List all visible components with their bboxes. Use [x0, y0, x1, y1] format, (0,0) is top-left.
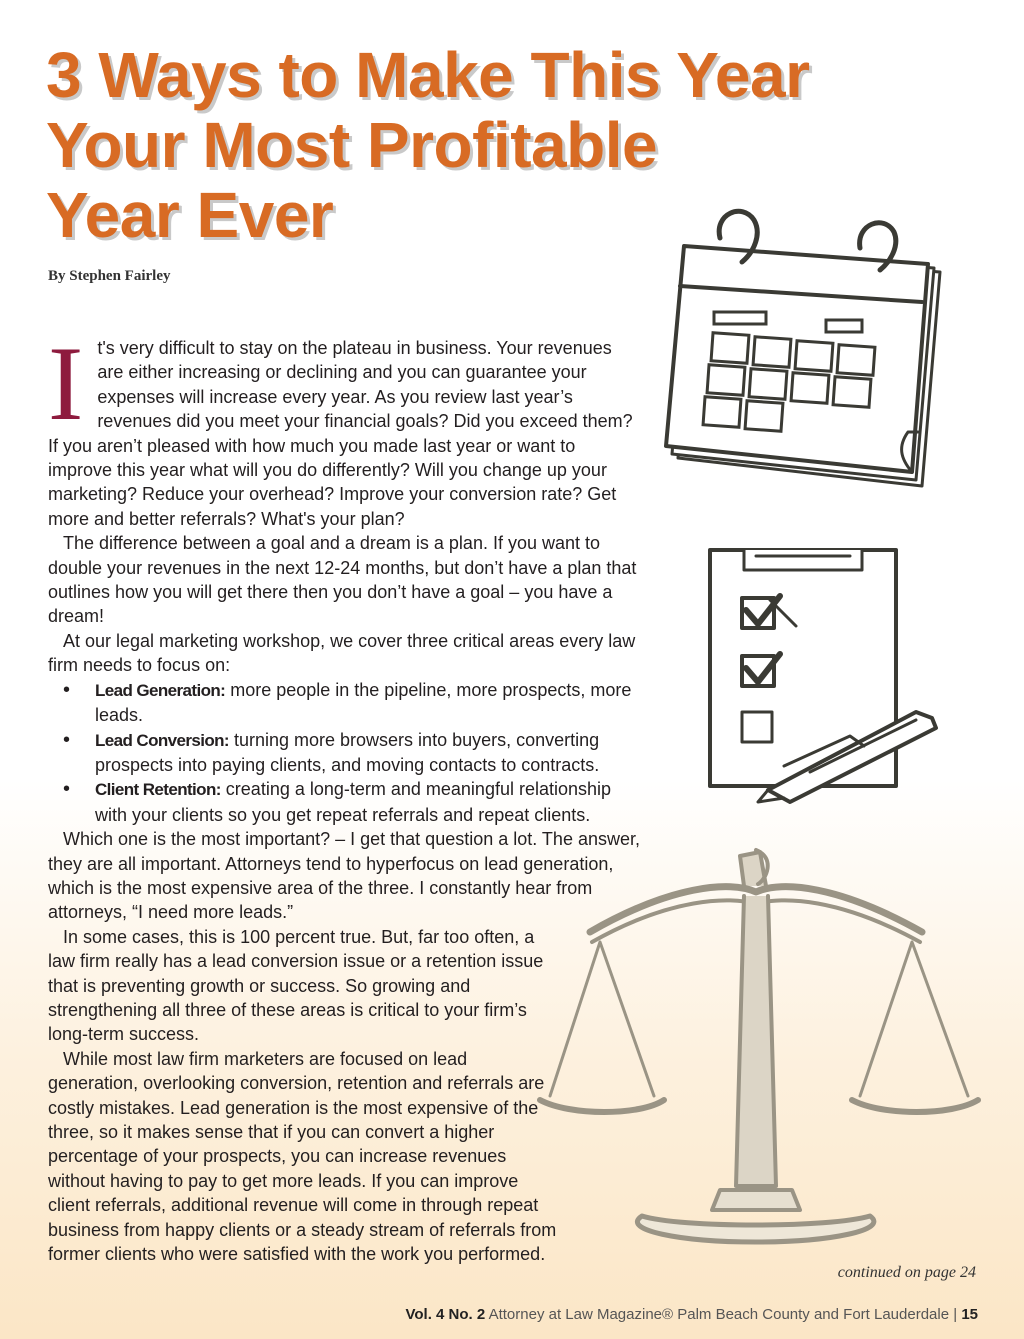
title-line-1: 3 Ways to Make This Year: [46, 39, 810, 111]
list-item: [95, 678, 640, 728]
title-line-2: Your Most Profitable: [46, 109, 658, 181]
paragraph-5: In some cases, this is 100 percent true. But, far too often, a law firm really has a lead conversion issue or a retention issue that is preventing growth or success. So growing and strengthening all three of these areas is critical to your firm’s long-term success.: [48, 926, 544, 1045]
continued-note: continued on page 24: [837, 1264, 976, 1281]
footer-separator: |: [953, 1306, 958, 1323]
page-footer: [405, 1306, 978, 1323]
bullet-term: Lead Generation:: [95, 680, 226, 700]
paragraph-6: While most law firm marketers are focused on lead generation, overlooking conversion, retention and referrals are costly mistakes. Lead generation is the most expensive of the three, so it makes sense that if you can convert a higher percentage of your prospects, you can increase revenues without having to pay to get more leads. If you can improve client referrals, additional revenue will come in through repeat business from happy clients or a steady stream of referrals from former clients who were satisfied with the work you performed.: [48, 1048, 557, 1265]
page-number: 15: [961, 1306, 978, 1323]
byline: By Stephen Fairley: [48, 268, 171, 284]
paragraph-1: [48, 325, 640, 531]
bullet-text: more people in the pipeline, more prospects, more leads.: [95, 679, 632, 726]
bullet-text: creating a long-term and meaningful relationship with your clients so you get repeat referrals and repeat clients.: [95, 779, 612, 825]
paragraph-2: The difference between a goal and a dream is a plan. If you want to double your revenues in the next 12-24 months, but don’t have a plan that outlines how you will get there then you don’t have a goal – you have a dream!: [48, 533, 637, 627]
list-item: [95, 728, 640, 778]
paragraph-1-text: t's very difficult to stay on the plateau in business. Your revenues are either increasing or declining and you can guarantee your expenses will increase every year. As you review last year’s revenues did you meet your financial goals? Did you exceed them? If you aren’t pleased with how much you made last year or want to improve this year what will you do differently? Will you change up your marketing? Reduce your overhead? Improve your conversion rate? Get more and better referrals? What's your plan?: [48, 338, 633, 529]
bullet-term: Lead Conversion:: [95, 730, 229, 750]
bullet-term: Client Retention:: [95, 780, 221, 800]
footer-volume: Vol. 4 No. 2: [405, 1306, 486, 1323]
drop-cap: I: [48, 325, 84, 442]
article-body: [48, 325, 640, 1266]
calendar-icon: [650, 196, 950, 496]
paragraph-4: Which one is the most important? – I get that question a lot. The answer, they are all important. Attorneys tend to hyperfocus on lead generation, which is the most expensive area of the three. I constantly hear from attorneys, “I need more leads.”: [48, 829, 640, 923]
clipboard-checklist-icon: [700, 540, 950, 810]
title-line-3: Year Ever: [46, 179, 334, 251]
paragraph-3: At our legal marketing workshop, we cover three critical areas every law firm needs to focus on:: [48, 630, 636, 676]
list-item: [95, 777, 640, 827]
focus-areas-list: [48, 678, 640, 827]
bullet-text: turning more browsers into buyers, converting prospects into paying clients, and moving contacts to contracts.: [95, 729, 600, 775]
footer-publication: Attorney at Law Magazine® Palm Beach County and Fort Lauderdale: [488, 1306, 950, 1323]
